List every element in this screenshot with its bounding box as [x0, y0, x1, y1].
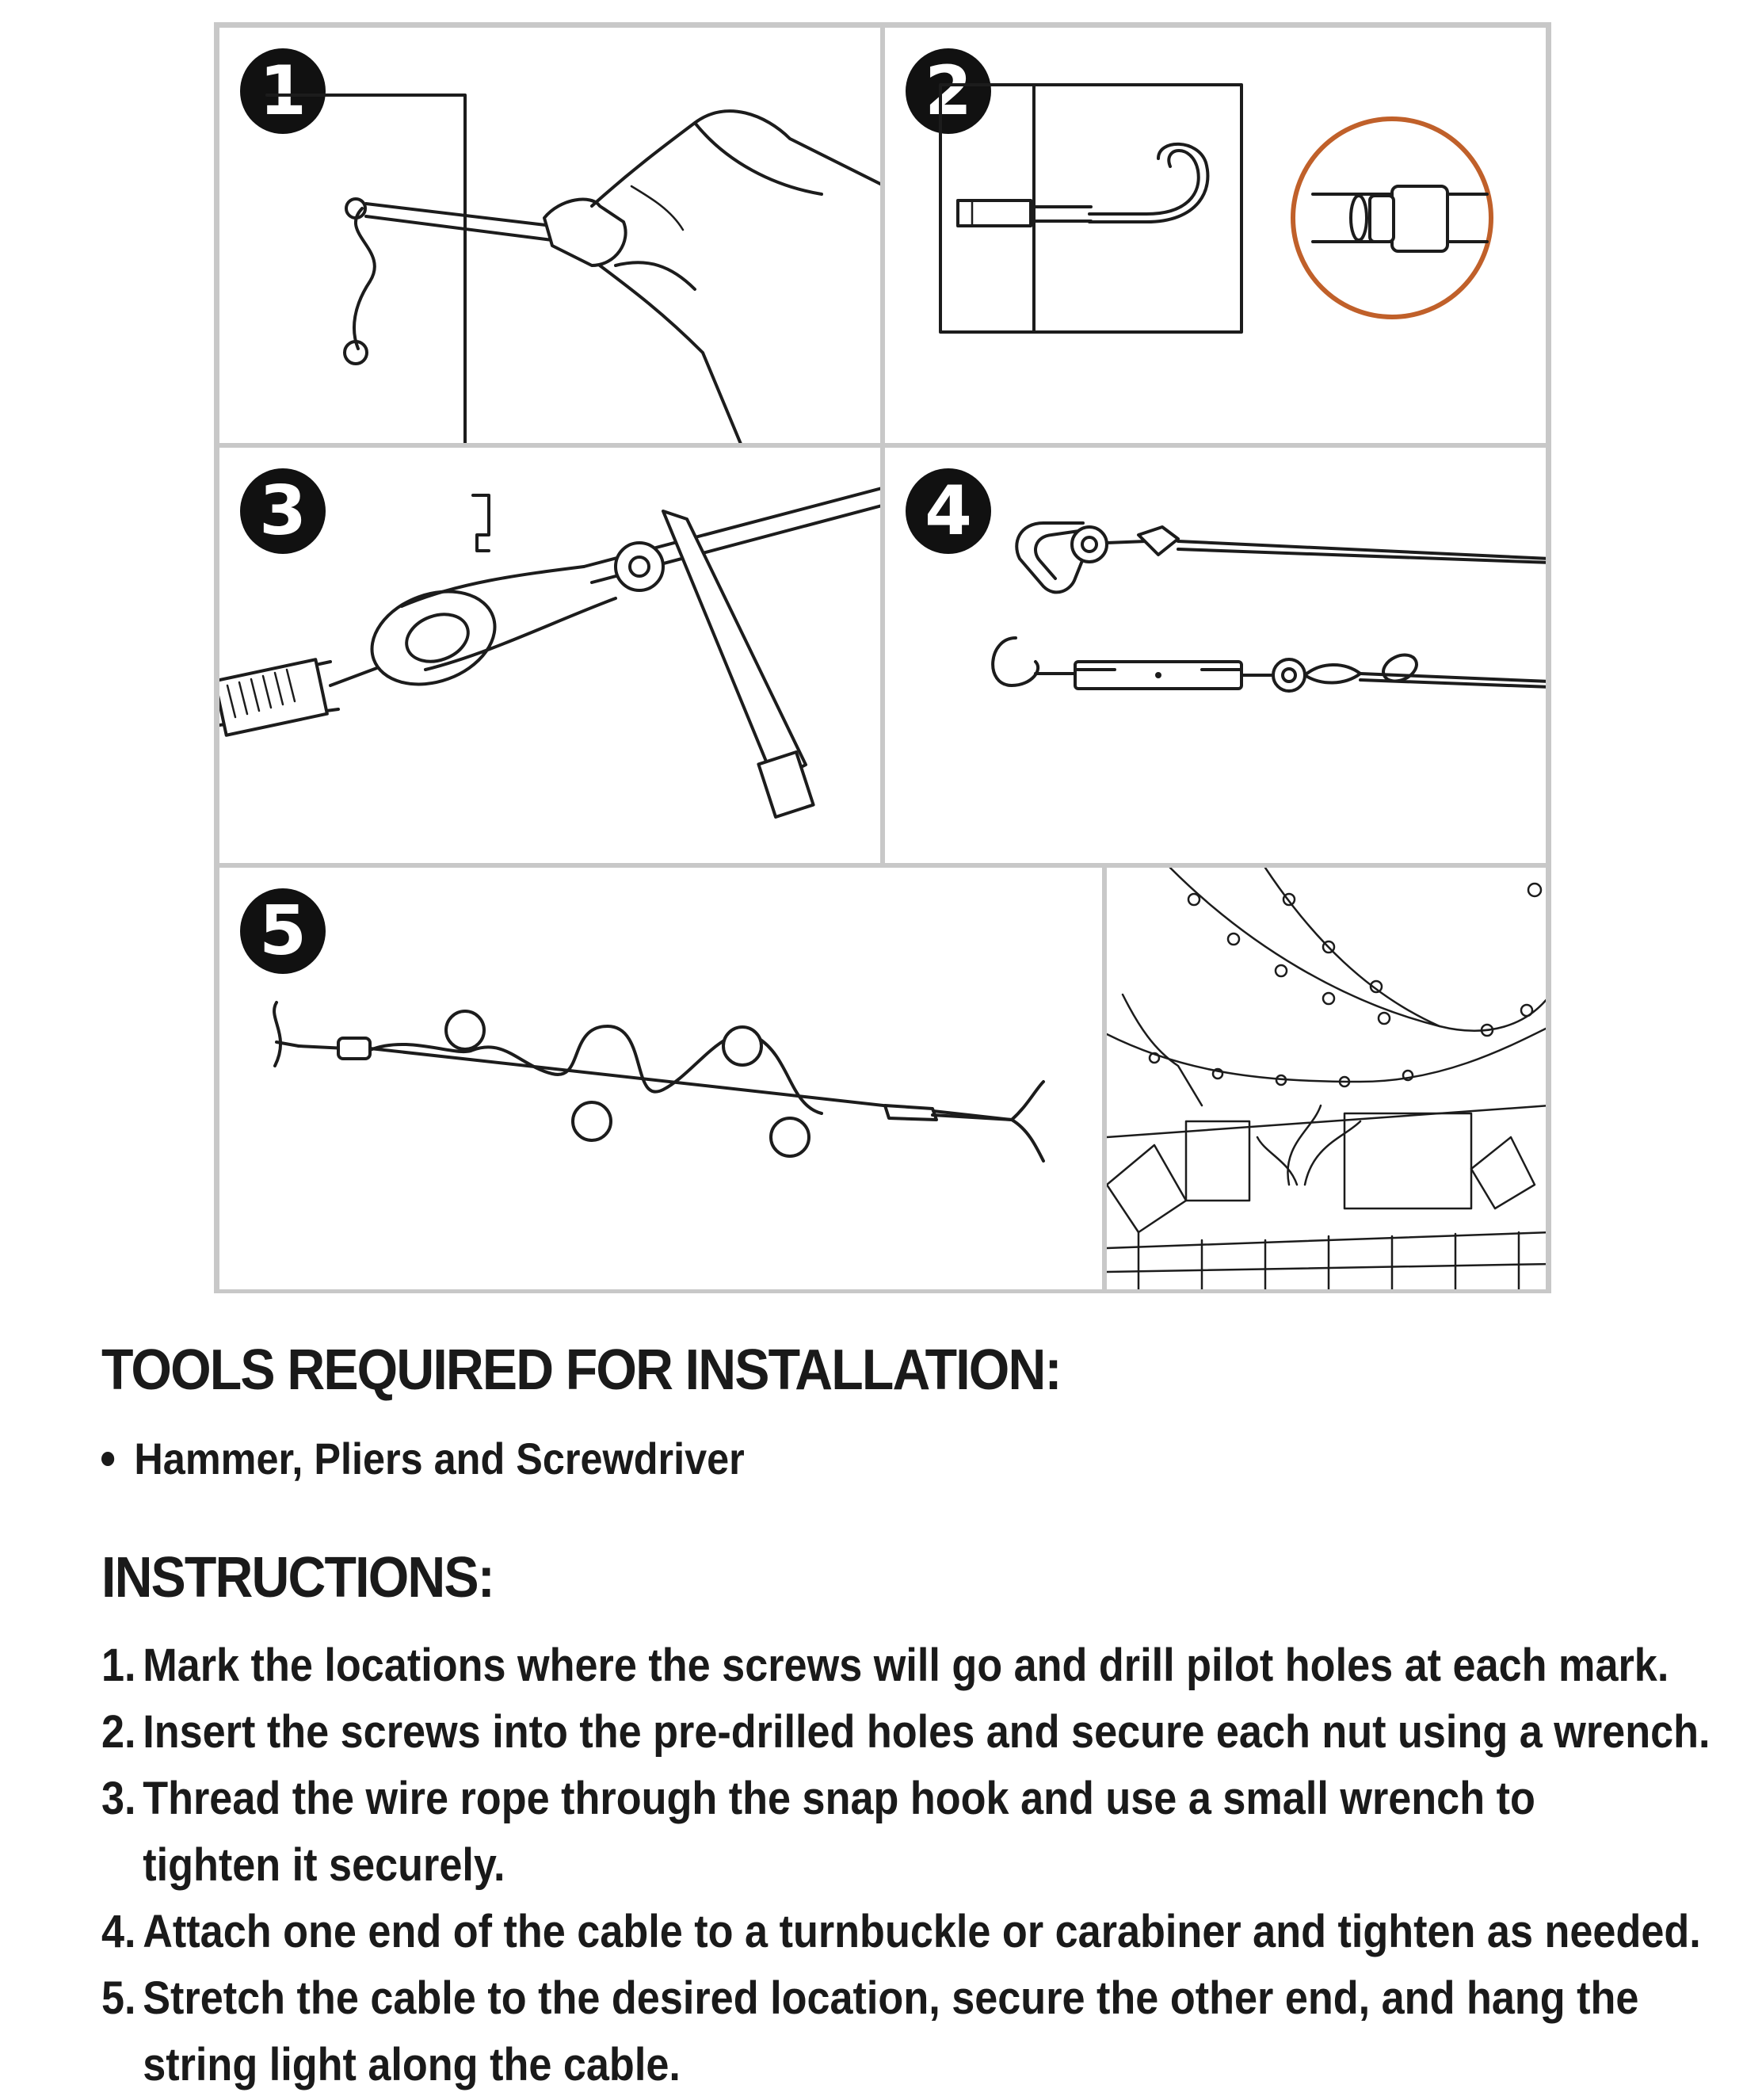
instruction-step: 4. Attach one end of the cable to a turnbuckle or carabiner and tighten as needed. [101, 1906, 1701, 1957]
string-light-cable-drawing [219, 868, 1104, 1292]
tools-item-text: Hammer, Pliers and Screwdriver [134, 1434, 745, 1483]
step-2-illustration [883, 25, 1548, 445]
patio-scene-illustration [1104, 865, 1548, 1292]
instructions-list [101, 1632, 1711, 2098]
tools-required-heading: TOOLS REQUIRED FOR INSTALLATION: [101, 1338, 1061, 1402]
instructions-heading: INSTRUCTIONS: [101, 1546, 494, 1609]
step-5-illustration [217, 865, 1104, 1292]
step-4-illustration [883, 445, 1548, 865]
carabiner-turnbuckle-drawing [885, 448, 1548, 865]
wrench-turnbuckle-drawing [219, 448, 883, 865]
instruction-step: 5. Stretch the cable to the desired location, secure the other end, and hang the string light along the cable. [101, 1972, 1639, 2090]
bullet-icon [101, 1452, 114, 1466]
step-3-illustration [217, 445, 883, 865]
illustration-grid [214, 22, 1551, 1293]
hook-screw-drawing [885, 28, 1548, 445]
step-4-badge: 4 [906, 468, 991, 554]
step-1-illustration [217, 25, 883, 445]
instruction-step: 3. Thread the wire rope through the snap hook and use a small wrench to tighten it securely. [101, 1773, 1535, 1891]
tools-list-item [101, 1433, 745, 1484]
screwdriver-drawing [219, 28, 883, 445]
step-1-badge: 1 [240, 48, 326, 134]
instruction-step: 1. Mark the locations where the screws will go and drill pilot holes at each mark. [101, 1640, 1669, 1691]
step-2-badge: 2 [906, 48, 991, 134]
step-5-badge: 5 [240, 888, 326, 974]
step-3-badge: 3 [240, 468, 326, 554]
patio-string-lights-drawing [1107, 868, 1548, 1292]
instruction-step: 2. Insert the screws into the pre-drilled holes and secure each nut using a wrench. [101, 1706, 1711, 1758]
